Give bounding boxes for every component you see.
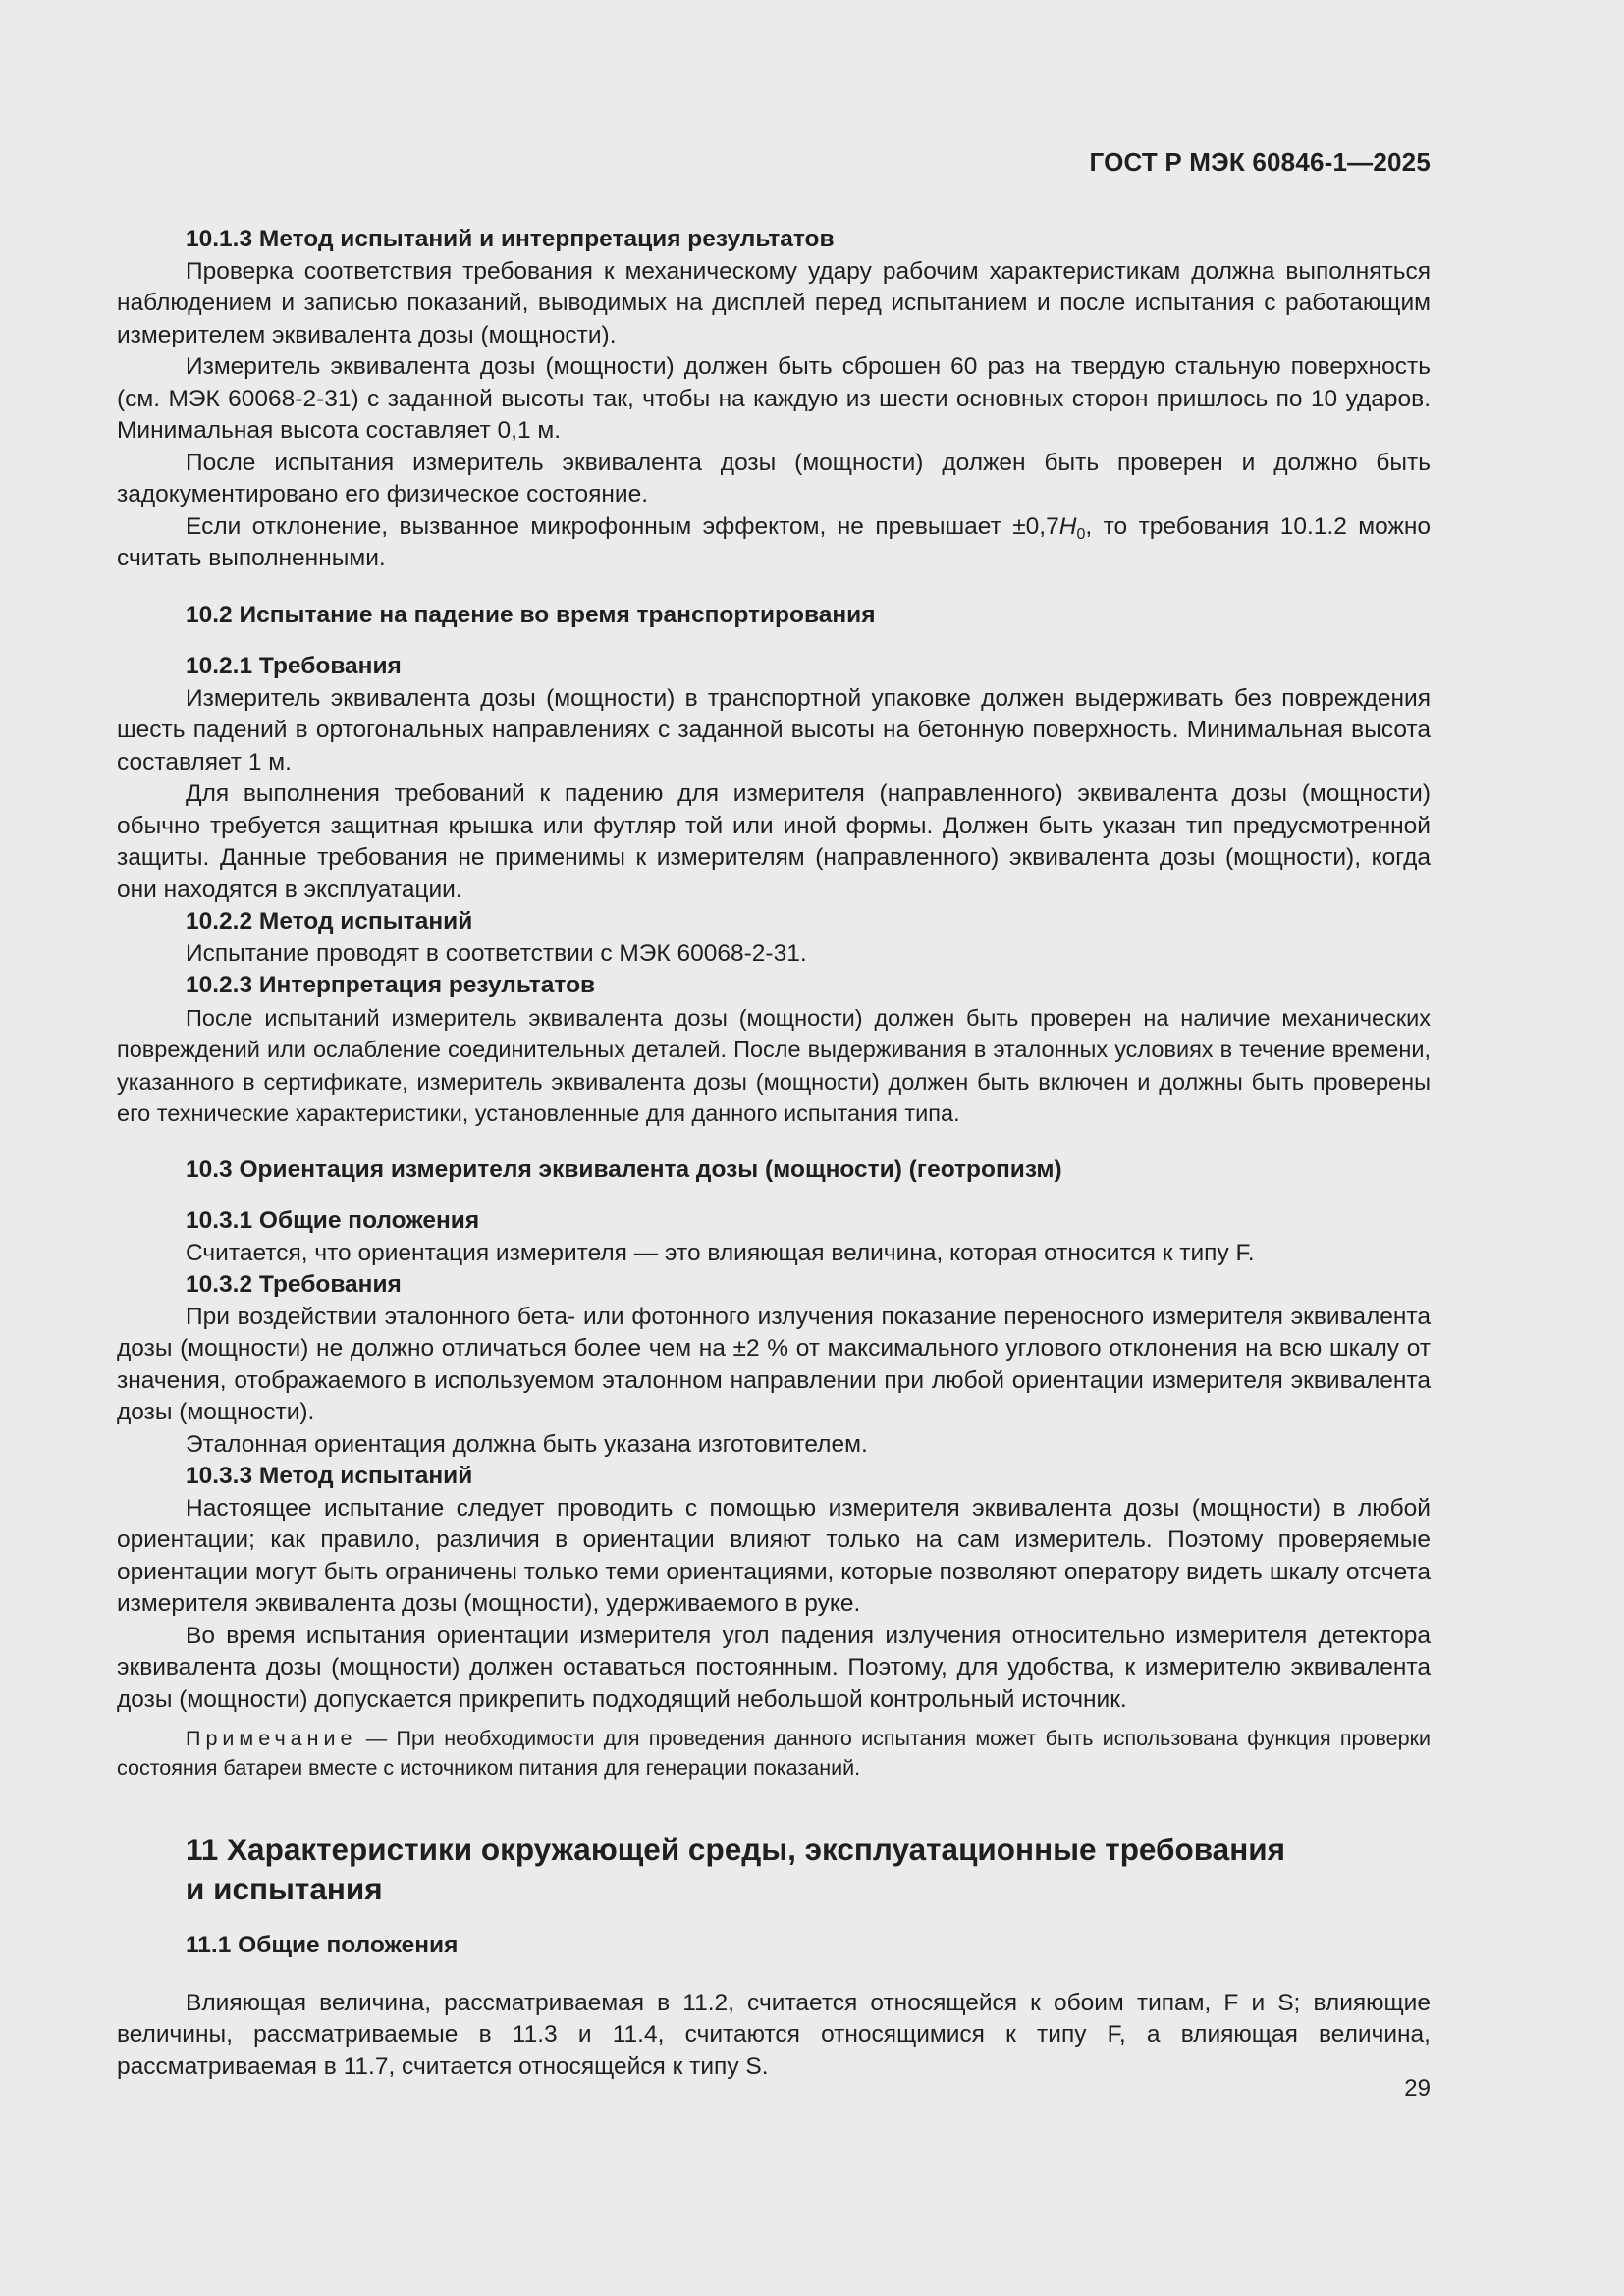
page-number: 29 bbox=[1404, 2075, 1431, 2102]
note bbox=[117, 1724, 1431, 1783]
paragraph: Для выполнения требований к падению для измерителя (направленного) эквивалента дозы (мощности) обычно требуется защитная крышка или футляр той или иной формы. Должен быть указан тип предусмотренной защиты. Данные требования не применимы к измерителям (направленного) эквивалента дозы (мощности), когда они находятся в эксплуатации. bbox=[117, 780, 1431, 903]
heading-10-2-2: 10.2.2 Метод испытаний bbox=[186, 908, 473, 934]
paragraph: Измеритель эквивалента дозы (мощности) должен быть сброшен 60 раз на твердую стальную поверхность (см. МЭК 60068-2-31) с заданной высоты так, чтобы на каждую из шести основных сторон пришлось по 10 ударов. Минимальная высота составляет 0,1 м. bbox=[117, 353, 1431, 444]
paragraph: Испытание проводят в соответствии с МЭК 60068-2-31. bbox=[186, 939, 807, 967]
paragraph bbox=[117, 511, 1431, 575]
heading-10-2-3: 10.2.3 Интерпретация результатов bbox=[186, 972, 596, 998]
paragraph: При воздействии эталонного бета- или фотонного излучения показание переносного измерителя эквивалента дозы (мощности) не должно отличаться более чем на ±2 % от максимального углового отклонения на всю шкалу от значения, отображаемого в используемом эталонном направлении при любой ориентации измерителя эквивалента дозы (мощности). bbox=[117, 1303, 1431, 1425]
paragraph: Настоящее испытание следует проводить с помощью измерителя эквивалента дозы (мощности) в любой ориентации; как правило, различия в ориентации влияют только на сам измеритель. Поэтому проверяемые ориентации могут быть ограничены только теми ориентациями, которые позволяют оператору видеть шкалу отсчета измерителя эквивалента дозы (мощности), удерживаемого в руке. bbox=[117, 1494, 1431, 1617]
heading-10-3-2: 10.3.2 Требования bbox=[186, 1271, 402, 1298]
heading-10-2-1: 10.2.1 Требования bbox=[186, 653, 402, 679]
dose-symbol: H bbox=[1058, 512, 1077, 540]
paragraph: После испытания измеритель эквивалента дозы (мощности) должен быть проверен и должно быть задокументировано его физическое состояние. bbox=[117, 449, 1431, 507]
heading-11 bbox=[117, 1830, 1431, 1908]
heading-10-3-1: 10.3.1 Общие положения bbox=[186, 1207, 480, 1234]
paragraph: Влияющая величина, рассматриваемая в 11.2, считается относящейся к обоим типам, F и S; влияющие величины, рассматриваемые в 11.3 и 11.4, считаются относящимися к типу F, а влияющая величина, рассматриваемая в 11.7, считается относящейся к типу S. bbox=[117, 1989, 1431, 2080]
paragraph: Измеритель эквивалента дозы (мощности) в транспортной упаковке должен выдерживать без повреждения шесть падений в ортогональных направлениях с заданной высоты на бетонную поверхность. Минимальная высота составляет 1 м. bbox=[117, 684, 1431, 775]
heading-10-2: 10.2 Испытание на падение во время транспортирования bbox=[186, 601, 876, 628]
paragraph: Эталонная ориентация должна быть указана изготовителем. bbox=[186, 1430, 868, 1458]
paragraph: Проверка соответствия требования к механическому удару рабочим характеристикам должна выполняться наблюдением и записью показаний, выводимых на дисплей перед испытанием и после испытания с работающим измерителем эквивалента дозы (мощности). bbox=[117, 257, 1431, 348]
note-label: Примечание bbox=[186, 1727, 357, 1750]
paragraph: После испытаний измеритель эквивалента дозы (мощности) должен быть проверен на наличие механических повреждений или ослабление соединительных деталей. После выдерживания в эталонных условиях в течение времени, указанного в сертификате, измеритель эквивалента дозы (мощности) должен быть включен и должны быть проверены его технические характеристики, установленные для данного испытания типа. bbox=[117, 1004, 1431, 1126]
heading-10-3: 10.3 Ориентация измерителя эквивалента дозы (мощности) (геотропизм) bbox=[186, 1155, 1062, 1183]
note-text: — При необходимости для проведения данного испытания может быть использована функция проверки состояния батареи вместе с источником питания для генерации показаний. bbox=[117, 1727, 1431, 1780]
heading-11-line1: 11 Характеристики окружающей среды, эксплуатационные требования bbox=[186, 1832, 1285, 1867]
paragraph: Считается, что ориентация измерителя — это влияющая величина, которая относится к типу F. bbox=[186, 1239, 1255, 1266]
heading-11-1: 11.1 Общие положения bbox=[186, 1932, 459, 1958]
document-header: ГОСТ Р МЭК 60846-1—2025 bbox=[1089, 147, 1431, 177]
paragraph-text: Если отклонение, вызванное микрофонным эффектом, не превышает ±0,7 bbox=[186, 512, 1059, 540]
heading-10-1-3: 10.1.3 Метод испытаний и интерпретация результатов bbox=[186, 226, 835, 252]
document-body bbox=[117, 224, 1431, 2083]
heading-11-line2: и испытания bbox=[186, 1871, 383, 1906]
heading-10-3-3: 10.3.3 Метод испытаний bbox=[186, 1463, 473, 1489]
dose-subscript: 0 bbox=[1076, 525, 1086, 543]
paragraph: Во время испытания ориентации измерителя угол падения излучения относительно измерителя детектора эквивалента дозы (мощности) должен оставаться постоянным. Поэтому, для удобства, к измерителю эквивалента дозы (мощности) допускается прикрепить подходящий небольшой контрольный источник. bbox=[117, 1622, 1431, 1713]
paragraph-text: , то требования 10.1.2 можно считать выполненными. bbox=[117, 512, 1432, 571]
